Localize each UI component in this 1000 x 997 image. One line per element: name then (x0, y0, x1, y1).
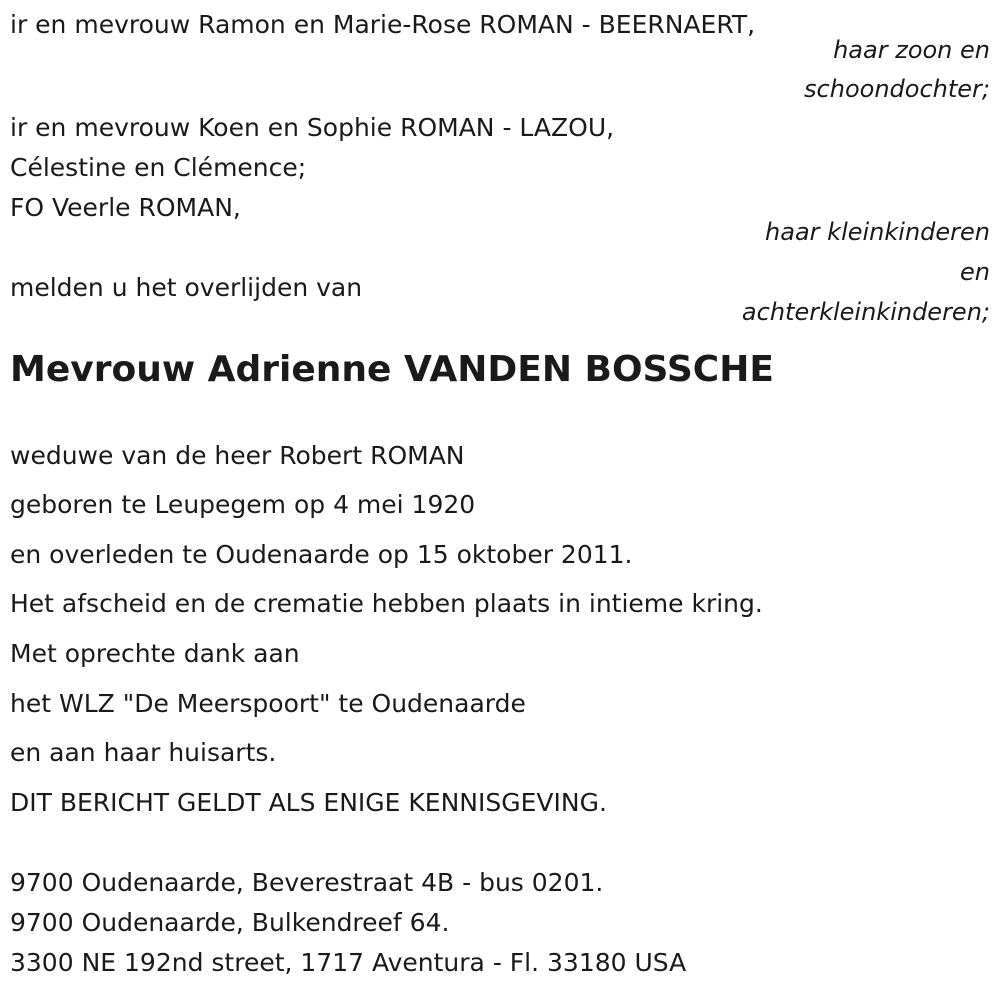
address-line-aventura: 3300 NE 192nd street, 1717 Aventura - Fl. 33180 USA (10, 948, 687, 977)
detail-line-wlz: het WLZ "De Meerspoort" te Oudenaarde (10, 689, 526, 718)
family-line-children: Célestine en Clémence; (10, 153, 307, 182)
detail-line-died: en overleden te Oudenaarde op 15 oktober 2011. (10, 540, 633, 569)
family-line-veerle: FO Veerle ROMAN, (10, 193, 241, 222)
relation-great-grandchildren: achterkleinkinderen; (741, 298, 990, 326)
family-line-ramon: ir en mevrouw Ramon en Marie-Rose ROMAN - BEERNAERT, (10, 10, 756, 39)
detail-line-notice: DIT BERICHT GELDT ALS ENIGE KENNISGEVING. (10, 788, 607, 817)
announcement-line: melden u het overlijden van (10, 273, 363, 302)
family-line-koen: ir en mevrouw Koen en Sophie ROMAN - LAZOU, (10, 113, 615, 142)
detail-line-farewell: Het afscheid en de crematie hebben plaats in intieme kring. (10, 589, 763, 618)
deceased-name: Mevrouw Adrienne VANDEN BOSSCHE (10, 349, 774, 390)
relation-daughter-in-law: schoondochter; (804, 75, 990, 103)
detail-line-born: geboren te Leupegem op 4 mei 1920 (10, 490, 476, 519)
detail-line-widow: weduwe van de heer Robert ROMAN (10, 441, 465, 470)
address-line-bulkendreef: 9700 Oudenaarde, Bulkendreef 64. (10, 908, 450, 937)
address-line-beverestraat: 9700 Oudenaarde, Beverestraat 4B - bus 0201. (10, 868, 604, 897)
relation-and: en (960, 258, 990, 286)
relation-grandchildren: haar kleinkinderen (765, 218, 990, 246)
detail-line-doctor: en aan haar huisarts. (10, 738, 277, 767)
relation-son: haar zoon en (833, 36, 990, 64)
detail-line-thanks: Met oprechte dank aan (10, 639, 300, 668)
